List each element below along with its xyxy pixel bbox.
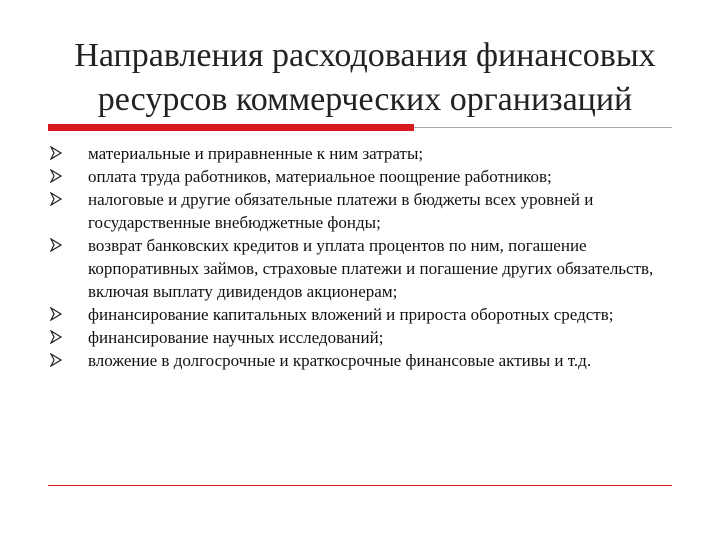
list-item-text: финансирование научных исследований; bbox=[88, 328, 384, 347]
list-item bbox=[50, 303, 670, 326]
arrowhead-bullet-icon bbox=[50, 169, 62, 183]
title-underline-accent bbox=[48, 124, 414, 131]
list-item bbox=[50, 142, 670, 165]
list-item bbox=[50, 234, 670, 303]
list-item-text: финансирование капитальных вложений и прироста оборотных средств; bbox=[88, 305, 614, 324]
arrowhead-bullet-icon bbox=[50, 353, 62, 367]
arrowhead-bullet-icon bbox=[50, 330, 62, 344]
list-item-text: налоговые и другие обязательные платежи в бюджеты всех уровней и государственные внебюджетные фонды; bbox=[88, 190, 594, 232]
list-item bbox=[50, 188, 670, 234]
slide-title: Направления расходования финансовых ресурсов коммерческих организаций bbox=[74, 37, 656, 118]
list-item bbox=[50, 165, 670, 188]
title-underline bbox=[48, 124, 672, 131]
list-item-text: оплата труда работников, материальное поощрение работников; bbox=[88, 167, 552, 186]
arrowhead-bullet-icon bbox=[50, 238, 62, 252]
list-item bbox=[50, 326, 670, 349]
list-item-text: возврат банковских кредитов и уплата процентов по ним, погашение корпоративных займов, страховые платежи и погашение других обязательств, включая выплату дивидендов акционерам; bbox=[88, 236, 654, 301]
bullet-list bbox=[50, 142, 670, 372]
bottom-divider bbox=[48, 485, 672, 486]
arrowhead-bullet-icon bbox=[50, 192, 62, 206]
arrowhead-bullet-icon bbox=[50, 146, 62, 160]
list-item-text: вложение в долгосрочные и краткосрочные финансовые активы и т.д. bbox=[88, 351, 592, 370]
list-item-text: материальные и приравненные к ним затраты; bbox=[88, 144, 424, 163]
list-item bbox=[50, 349, 670, 372]
arrowhead-bullet-icon bbox=[50, 307, 62, 321]
